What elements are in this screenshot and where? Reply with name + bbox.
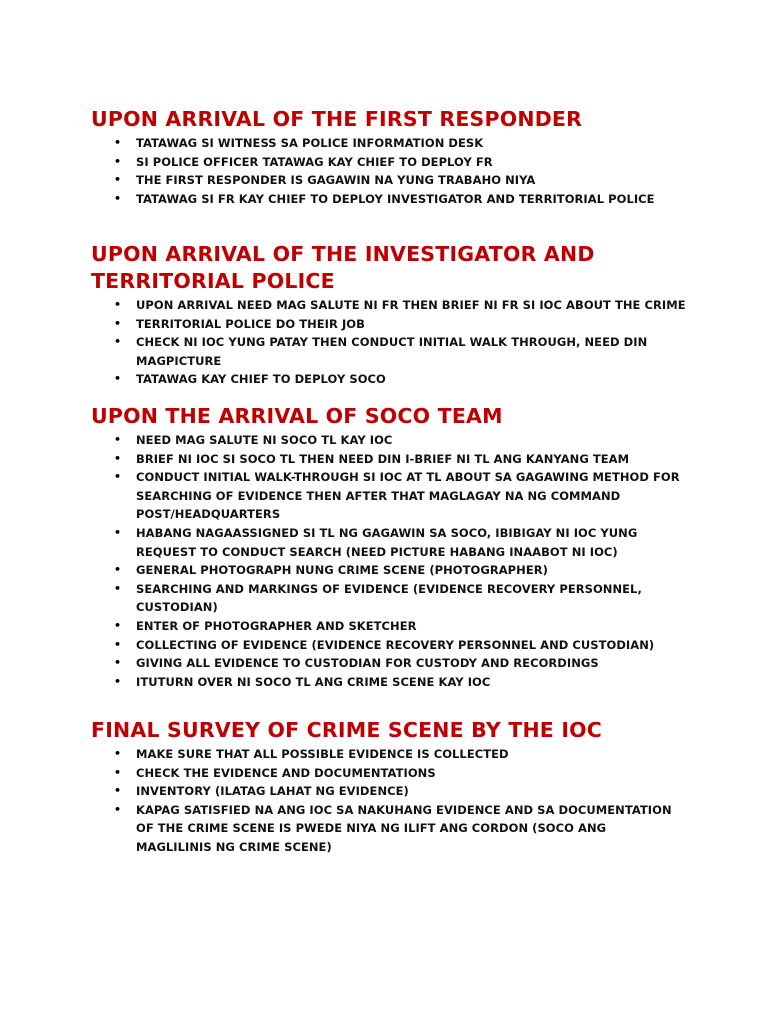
bullet-icon: •: [114, 765, 122, 779]
bullet-icon: •: [114, 525, 122, 539]
bullet-icon: •: [114, 674, 122, 688]
list-item: [91, 745, 681, 764]
list-item-text: GIVING ALL EVIDENCE TO CUSTODIAN FOR CUSTODY AND RECORDINGS: [136, 656, 599, 671]
list-item-text: INVENTORY (ILATAG LAHAT NG EVIDENCE): [136, 784, 409, 799]
list-item-text: CONDUCT INITIAL WALK-THROUGH SI IOC AT TL ABOUT SA GAGAWING METHOD FOR SEARCHING OF EVIDENCE THEN AFTER THAT MAGLAGAY NA NG COMMAND POST/HEADQUARTERS: [136, 470, 680, 522]
bullet-icon: •: [114, 618, 122, 632]
list-item-text: SEARCHING AND MARKINGS OF EVIDENCE (EVIDENCE RECOVERY PERSONNEL, CUSTODIAN): [136, 581, 642, 615]
list-item: [91, 370, 731, 389]
list-item-text: TATAWAG SI WITNESS SA POLICE INFORMATION DESK: [136, 136, 484, 150]
bullet-icon: •: [114, 433, 122, 446]
list-item: [91, 190, 731, 209]
list-item: [91, 524, 681, 561]
bullet-icon: •: [114, 747, 122, 760]
list-item: [91, 171, 731, 190]
list-item-text: ITUTURN OVER NI SOCO TL ANG CRIME SCENE KAY IOC: [136, 674, 491, 689]
section-heading: UPON ARRIVAL OF THE FIRST RESPONDER: [91, 107, 583, 131]
list-item-text: CHECK THE EVIDENCE AND DOCUMENTATIONS: [136, 765, 436, 780]
list-item-text: TERRITORIAL POLICE DO THEIR JOB: [136, 316, 365, 331]
section-heading: FINAL SURVEY OF CRIME SCENE BY THE IOC: [91, 718, 603, 742]
list-item-text: COLLECTING OF EVIDENCE (EVIDENCE RECOVERY PERSONNEL AND CUSTODIAN): [136, 637, 655, 652]
bullet-icon: •: [114, 316, 122, 330]
list-item: [91, 431, 681, 450]
list-item-text: CHECK NI IOC YUNG PATAY THEN CONDUCT INITIAL WALK THROUGH, NEED DIN MAGPICTURE: [136, 335, 648, 368]
list-item: [91, 134, 731, 153]
bullet-list: [91, 745, 681, 857]
list-item: [91, 333, 731, 370]
bullet-icon: •: [114, 563, 122, 577]
list-item: [91, 673, 681, 692]
bullet-icon: •: [114, 581, 122, 595]
list-item-text: GENERAL PHOTOGRAPH NUNG CRIME SCENE (PHOTOGRAPHER): [136, 563, 548, 578]
section-heading: UPON ARRIVAL OF THE INVESTIGATOR AND TERRITORIAL POLICE: [91, 242, 595, 293]
bullet-icon: •: [114, 298, 122, 311]
list-item: [91, 468, 681, 524]
section-soco-team: [91, 403, 731, 691]
list-item: [91, 153, 731, 172]
list-item-text: MAKE SURE THAT ALL POSSIBLE EVIDENCE IS COLLECTED: [136, 747, 509, 761]
list-item: [91, 617, 681, 636]
list-item-text: THE FIRST RESPONDER IS GAGAWIN NA YUNG TRABAHO NIYA: [136, 173, 536, 188]
bullet-list: [91, 134, 731, 208]
list-item-text: TATAWAG KAY CHIEF TO DEPLOY SOCO: [136, 372, 386, 387]
bullet-icon: •: [114, 656, 122, 670]
bullet-icon: •: [114, 335, 122, 349]
list-item: [91, 296, 731, 315]
bullet-list: [91, 431, 681, 691]
list-item: [91, 636, 681, 655]
section-first-responder: [91, 106, 731, 208]
list-item-text: TATAWAG SI FR KAY CHIEF TO DEPLOY INVESTIGATOR AND TERRITORIAL POLICE: [136, 191, 655, 206]
bullet-icon: •: [114, 637, 122, 651]
list-item-text: UPON ARRIVAL NEED MAG SALUTE NI FR THEN BRIEF NI FR SI IOC ABOUT THE CRIME: [136, 298, 686, 312]
bullet-icon: •: [114, 784, 122, 798]
bullet-icon: •: [114, 154, 122, 168]
list-item: [91, 561, 681, 580]
list-item-text: SI POLICE OFFICER TATAWAG KAY CHIEF TO DEPLOY FR: [136, 154, 493, 169]
bullet-list: [91, 296, 731, 389]
list-item-text: BRIEF NI IOC SI SOCO TL THEN NEED DIN I-BRIEF NI TL ANG KANYANG TEAM: [136, 451, 630, 466]
section-final-survey: [91, 717, 731, 857]
bullet-icon: •: [114, 191, 122, 205]
bullet-icon: •: [114, 451, 122, 465]
bullet-icon: •: [114, 136, 122, 149]
bullet-icon: •: [114, 470, 122, 484]
list-item: [91, 654, 681, 673]
list-item-text: HABANG NAGAASSIGNED SI TL NG GAGAWIN SA SOCO, IBIBIGAY NI IOC YUNG REQUEST TO CONDUCT SEARCH (NEED PICTURE HABANG INAABOT NI IOC): [136, 525, 638, 559]
list-item: [91, 315, 731, 334]
list-item-text: NEED MAG SALUTE NI SOCO TL KAY IOC: [136, 433, 393, 447]
bullet-icon: •: [114, 173, 122, 187]
section-heading: UPON THE ARRIVAL OF SOCO TEAM: [91, 404, 503, 428]
bullet-icon: •: [114, 372, 122, 386]
list-item-text: ENTER OF PHOTOGRAPHER AND SKETCHER: [136, 618, 417, 633]
list-item-text: KAPAG SATISFIED NA ANG IOC SA NAKUHANG EVIDENCE AND SA DOCUMENTATION OF THE CRIME SCENE IS PWEDE NIYA NG ILIFT ANG CORDON (SOCO ANG MAGLILINIS NG CRIME SCENE): [136, 802, 672, 854]
section-investigator-territorial-police: [91, 241, 731, 389]
list-item: [91, 782, 681, 801]
list-item: [91, 801, 681, 857]
list-item: [91, 580, 681, 617]
list-item: [91, 450, 681, 469]
bullet-icon: •: [114, 802, 122, 816]
list-item: [91, 764, 681, 783]
